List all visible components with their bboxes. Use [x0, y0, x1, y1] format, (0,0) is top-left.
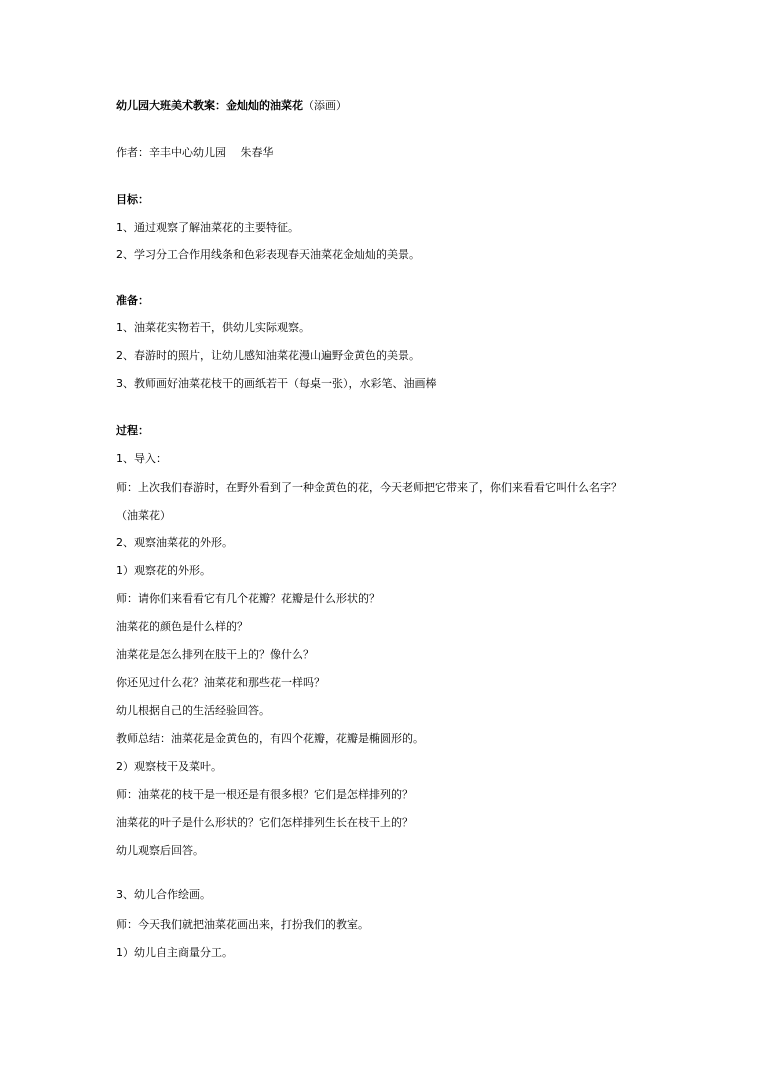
- author-line: 作者：辛丰中心幼儿园 朱春华: [116, 146, 274, 159]
- process-line: 幼儿观察后回答。: [116, 844, 204, 857]
- preparation-heading: 准备：: [116, 294, 149, 307]
- preparation-item: 2、春游时的照片，让幼儿感知油菜花漫山遍野金黄色的美景。: [116, 349, 420, 362]
- process-line: 教师总结：油菜花是金黄色的，有四个花瓣，花瓣是椭圆形的。: [116, 732, 424, 745]
- process-line: 1）观察花的外形。: [116, 564, 211, 577]
- preparation-item: 1、油菜花实物若干，供幼儿实际观察。: [116, 321, 310, 334]
- goals-heading: 目标：: [116, 193, 149, 206]
- process-line: （油菜花）: [116, 509, 171, 522]
- process-line: 幼儿根据自己的生活经验回答。: [116, 704, 270, 717]
- process-line: 师：上次我们春游时，在野外看到了一种金黄色的花，今天老师把它带来了，你们来看看它叫什么名字？: [116, 481, 622, 494]
- preparation-item: 3、教师画好油菜花枝干的画纸若干（每桌一张），水彩笔、油画棒: [116, 377, 437, 390]
- process-line: 1）幼儿自主商量分工。: [116, 946, 233, 959]
- process-line: 师：油菜花的枝干是一根还是有很多根？它们是怎样排列的？: [116, 788, 413, 801]
- process-line: 2、观察油菜花的外形。: [116, 536, 233, 549]
- process-line: 师：请你们来看看它有几个花瓣？花瓣是什么形状的？: [116, 592, 380, 605]
- title-suffix: （添画）: [303, 99, 347, 112]
- process-line: 3、幼儿合作绘画。: [116, 888, 211, 901]
- goal-item: 2、学习分工合作用线条和色彩表现春天油菜花金灿灿的美景。: [116, 248, 420, 261]
- title-main: 幼儿园大班美术教案：金灿灿的油菜花: [116, 99, 303, 112]
- process-line: 油菜花是怎么排列在肢干上的？像什么？: [116, 648, 314, 661]
- process-line: 1、导入：: [116, 452, 167, 465]
- process-line: 油菜花的叶子是什么形状的？它们怎样排列生长在枝干上的？: [116, 816, 413, 829]
- goal-item: 1、通过观察了解油菜花的主要特征。: [116, 221, 299, 234]
- process-line: 你还见过什么花？油菜花和那些花一样吗？: [116, 676, 325, 689]
- process-heading: 过程：: [116, 424, 149, 437]
- process-line: 油菜花的颜色是什么样的？: [116, 620, 248, 633]
- document-title: [116, 99, 347, 113]
- process-line: 2）观察枝干及菜叶。: [116, 760, 222, 773]
- process-line: 师：今天我们就把油菜花画出来，打扮我们的教室。: [116, 918, 369, 931]
